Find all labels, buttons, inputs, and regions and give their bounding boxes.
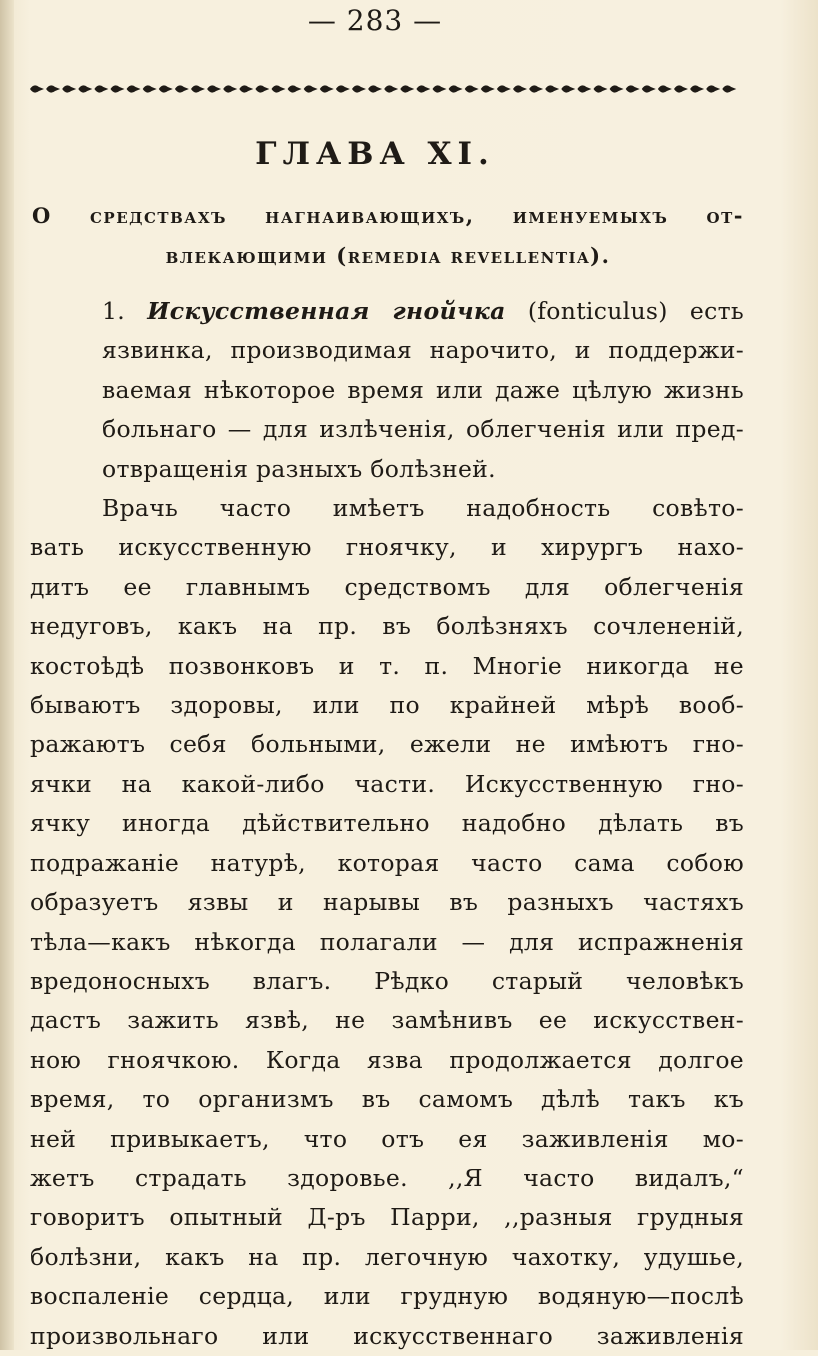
- text-line: вредоносныхъ влагъ. Рѣдко старый человѣкъ: [30, 966, 744, 995]
- ornament-mark: [352, 85, 366, 92]
- text-line: болѣзни, какъ на пр. легочную чахотку, удушье,: [30, 1242, 744, 1271]
- ornament-mark: [94, 85, 108, 92]
- text-line: жетъ страдать здоровье. ,,Я часто видалъ,“: [30, 1163, 744, 1192]
- ornament-mark: [127, 85, 141, 92]
- ornament-mark: [368, 85, 382, 92]
- ornament-mark: [642, 85, 656, 92]
- ornament-mark: [320, 85, 334, 92]
- text-line: отвращенія разныхъ болѣзней.: [102, 454, 496, 483]
- ornament-mark: [336, 85, 350, 92]
- text-line: костоѣдѣ позвонковъ и т. п. Многіе никогда не: [30, 651, 744, 680]
- decorative-rule: [30, 82, 740, 96]
- text-line: образуетъ язвы и нарывы въ разныхъ частяхъ: [30, 888, 744, 917]
- text-line: ней привыкаетъ, что отъ ея заживленія мо-: [30, 1124, 744, 1153]
- ornament-mark: [706, 85, 720, 92]
- ornament-mark: [513, 85, 527, 92]
- page-number: — 283 —: [307, 4, 443, 37]
- ornament-mark: [46, 85, 60, 92]
- text-line: время, то организмъ въ самомъ дѣлѣ такъ къ: [30, 1085, 744, 1114]
- text-line: произвольнаго или искусственнаго заживленія: [30, 1321, 744, 1350]
- paragraph: [30, 489, 744, 1356]
- subtitle-line: влекающими (remedia revellentia).: [165, 243, 611, 268]
- text-line: язвинка, производимая нарочито, и поддержи-: [102, 336, 744, 365]
- ornament-mark: [191, 85, 205, 92]
- text-line: говоритъ опытный Д-ръ Парри, ,,разныя грудныя: [30, 1203, 744, 1232]
- ornament-mark: [674, 85, 688, 92]
- ornament-mark: [304, 85, 318, 92]
- chapter-subtitle: [32, 196, 744, 276]
- paragraph-number: 1.: [102, 297, 126, 325]
- paragraph: [30, 292, 744, 489]
- text-line: подражаніе натурѣ, которая часто сама собою: [30, 848, 744, 877]
- ornament-mark: [722, 85, 736, 92]
- ornament-mark: [175, 85, 189, 92]
- ornament-mark: [62, 85, 76, 92]
- text-line: тѣла—какъ нѣкогда полагали — для испражненія: [30, 927, 744, 956]
- text-line: ячки на какой-либо части. Искусственную гно-: [30, 769, 744, 798]
- ornament-mark: [449, 85, 463, 92]
- ornament-mark: [626, 85, 640, 92]
- ornament-mark: [497, 85, 511, 92]
- ornament-mark: [416, 85, 430, 92]
- ornament-mark: [30, 85, 44, 92]
- ornament-mark: [690, 85, 704, 92]
- ornament-mark: [658, 85, 672, 92]
- ornament-mark: [561, 85, 575, 92]
- ornament-mark: [481, 85, 495, 92]
- ornament-mark: [207, 85, 221, 92]
- ornament-mark: [465, 85, 479, 92]
- ornament-mark: [529, 85, 543, 92]
- text-line: дастъ зажить язвѣ, не замѣнивъ ее искусствен-: [30, 1006, 744, 1035]
- ornament-mark: [159, 85, 173, 92]
- ornament-mark: [384, 85, 398, 92]
- text-line: недуговъ, какъ на пр. въ болѣзняхъ сочлененій,: [30, 612, 744, 641]
- page-spine-shadow: [0, 0, 14, 1350]
- ornament-mark: [78, 85, 92, 92]
- text-line: ваемая нѣкоторое время или даже цѣлую жизнь: [102, 375, 744, 404]
- ornament-mark: [594, 85, 608, 92]
- text-line: воспаленіе сердца, или грудную водяную—послѣ: [30, 1282, 744, 1311]
- text-line: Врачь часто имѣетъ надобность совѣто-: [102, 494, 744, 523]
- text-line: ячку иногда дѣйствительно надобно дѣлать въ: [30, 809, 744, 838]
- text-line: вать искусственную гноячку, и хирургъ нахо-: [30, 533, 744, 562]
- latin-term: (fonticulus): [527, 297, 668, 325]
- ornament-mark: [111, 85, 125, 92]
- ornament-mark: [610, 85, 624, 92]
- ornament-mark: [255, 85, 269, 92]
- text-line: бываютъ здоровы, или по крайней мѣрѣ вооб-: [30, 691, 744, 720]
- subtitle-line: О средствахъ нагнаивающихъ, именуемыхъ от-: [32, 203, 744, 228]
- ornament-mark: [577, 85, 591, 92]
- ornament-mark: [433, 85, 447, 92]
- ornament-mark: [288, 85, 302, 92]
- term: Искусственная гнойчка: [147, 297, 506, 325]
- ornament-mark: [400, 85, 414, 92]
- ornament-mark: [239, 85, 253, 92]
- ornament-mark: [143, 85, 157, 92]
- ornament-mark: [272, 85, 286, 92]
- body-text: [30, 292, 744, 1356]
- ornament-mark: [223, 85, 237, 92]
- text-line: дитъ ее главнымъ средствомъ для облегченія: [30, 572, 744, 601]
- text-fragment: есть: [689, 297, 744, 325]
- chapter-title: ГЛАВА XI.: [255, 136, 495, 172]
- text-line: [30, 292, 744, 331]
- text-line: больнаго — для излѣченія, облегченія или пред-: [102, 415, 744, 444]
- text-line: ражаютъ себя больными, ежели не имѣютъ гно-: [30, 730, 744, 759]
- text-line: ною гноячкою. Когда язва продолжается долгое: [30, 1045, 744, 1074]
- ornament-mark: [545, 85, 559, 92]
